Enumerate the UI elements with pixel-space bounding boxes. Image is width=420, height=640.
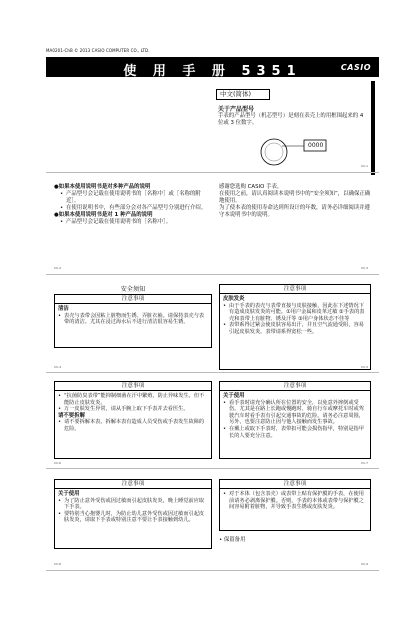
keep-for-reference-note: • 保留备用 (219, 537, 246, 543)
page-number: Ch-8 (54, 562, 61, 566)
caution-item: • 在戴上或取下手表时，表带扣可能会损伤指甲，特别是指甲长的人要充分注意。 (223, 426, 367, 439)
caution-heading: 注意事项 (55, 295, 211, 304)
intro-left (54, 184, 212, 226)
caution-heading: 注意事项 (220, 382, 370, 391)
antibacterial-caution-box (54, 381, 212, 459)
caution-item: • 表壳与表带会因粘上脏物而生锈、弄脏衣袖。请保持表壳与表带的清洁。尤其在浸过海水后不进行清洁很容易生锈。 (58, 313, 208, 326)
page-number: Ch-4 (54, 365, 61, 369)
usage-subheading: 关于使用 (223, 393, 245, 399)
caution-item: • “抗菌防臭表带”能抑制细菌在汗中繁殖，防止异味发生，但不能防止皮肤发炎。 (58, 393, 208, 406)
intro-right (219, 184, 371, 219)
caution-heading: 注意事项 (220, 480, 370, 489)
product-model-section (218, 104, 368, 127)
page-title: 使 用 手 册 5351 (123, 64, 302, 79)
caution-item: • 表带系得过紧会使皮肤容易出汗，并且空气流通受阻，容易引起皮肤发炎。表带请系得宽松一些。 (223, 322, 367, 335)
copyright-line: MA0201-ChB © 2013 CASIO COMPUTER CO., LTD. (46, 48, 150, 53)
safety-title: 安全须知 (120, 286, 146, 293)
caution-item: • 看手表时请充分确认所在位置的安全，以免意外摔倒或受伤。尤其是在路上长跑或慢跑时、骑自行车或摩托车时或驾驶汽车时看手表有引起交通事故的危险。请务必注意周围，另外，也要注意防止因与他人接触而发生事故。 (223, 400, 367, 426)
page-number: Ch-6 (54, 461, 61, 465)
caution-item: • 为了防止意外受伤或因过敏而引起皮肤发炎，晚上睡觉前应取下手表。 (58, 498, 208, 511)
intro-lifetime: 为了使本表的使用寿命达到所设计的年数，请务必详细阅读并遵守本说明书中的说明。 (219, 205, 370, 218)
skin-caution-box (219, 284, 371, 370)
cleaning-subheading: 清洁 (58, 306, 69, 312)
intro-heading-single: ●如果本使用说明书是对 1 种产品的说明 (54, 212, 153, 218)
caution-item: • 要特别当心抱婴儿时，为防止幼儿意外受伤或因过敏而引起皮肤发炎，请取下手表或特别注意不要让手表接触到幼儿。 (58, 511, 208, 524)
caution-heading: 注意事项 (220, 285, 370, 294)
page-number: Ch-9 (361, 562, 368, 566)
brand-logo: CASIO (340, 63, 371, 72)
product-model-heading: 关于产品型号 (218, 106, 255, 113)
side-index-bar (371, 81, 375, 175)
row-divider (46, 274, 379, 275)
protective-film-caution-box (219, 479, 371, 531)
intro-item: • 产品型号会记载在使用说明书的［名称中］。 (60, 219, 212, 226)
page-number: Ch-1 (361, 164, 368, 168)
usage-infant-caution-box (54, 479, 212, 549)
caution-item: • 对于本体（包含表壳）或表带上贴有保护膜的手表，在使用前请务必剥离保护膜。否则，手表的本体或表带与保护膜之间容易附着脏物，并导致手表生锈或皮肤发炎。 (223, 491, 367, 511)
intro-read-safety: 在使用之前，请认真阅读本说明书中的“安全须知”，以确保正确地使用。 (219, 191, 371, 204)
caution-item: • 请不要拆解本表。拆解本表有造成人员受伤或手表发生故障的危险。 (58, 419, 208, 432)
model-number-box-label: 0000 (308, 142, 324, 149)
intro-heading-multi: ●如果本使用说明书是对多种产品的说明 (54, 184, 151, 190)
intro-item: • 产品型号会记载在使用说明书的［名称中］或［名称的附近］。 (60, 191, 212, 205)
title-banner (46, 57, 379, 77)
usage-caution-box (219, 381, 371, 459)
skin-subheading: 皮肤发炎 (223, 296, 245, 302)
page-number: Ch-3 (361, 266, 368, 270)
row-divider (46, 570, 379, 571)
usage-subheading: 关于使用 (58, 491, 80, 497)
intro-thanks: 感谢您选购 CASIO 手表。 (219, 184, 283, 190)
page-number: Ch-2 (54, 266, 61, 270)
caution-heading: 注意事项 (55, 382, 211, 391)
row-divider (46, 372, 379, 373)
caution-item: • 由于手表的表壳与表带直接与皮肤接触，因此在下述情况下有造成皮肤发炎的可能。①用户金属和皮革过敏 ②手表的表壳和表带上有脏物、锈及汗等 ③用户身体状态不佳等 (223, 303, 367, 323)
language-tab: 中文(简体) (216, 89, 270, 100)
row-divider (46, 172, 379, 173)
row-divider (46, 468, 379, 469)
watch-case-back-illustration (256, 134, 334, 170)
caution-heading: 注意事项 (55, 480, 211, 489)
cleaning-caution-box (54, 294, 212, 348)
disassemble-subheading: 请不要拆解 (58, 412, 85, 419)
caution-item: • 万一皮肤发生异常，请从手腕上取下手表并去看医生。 (58, 406, 208, 413)
page-number: Ch-7 (361, 461, 368, 465)
page-number: Ch-5 (361, 365, 368, 369)
intro-item: • 在使用说明书中，有些部分会对各产品型号分别进行介绍。 (60, 205, 212, 212)
product-model-text: 手表的产品型号（机芯型号）是刻在表壳上的用框围起来的 4 位或 3 位数字。 (218, 113, 364, 126)
